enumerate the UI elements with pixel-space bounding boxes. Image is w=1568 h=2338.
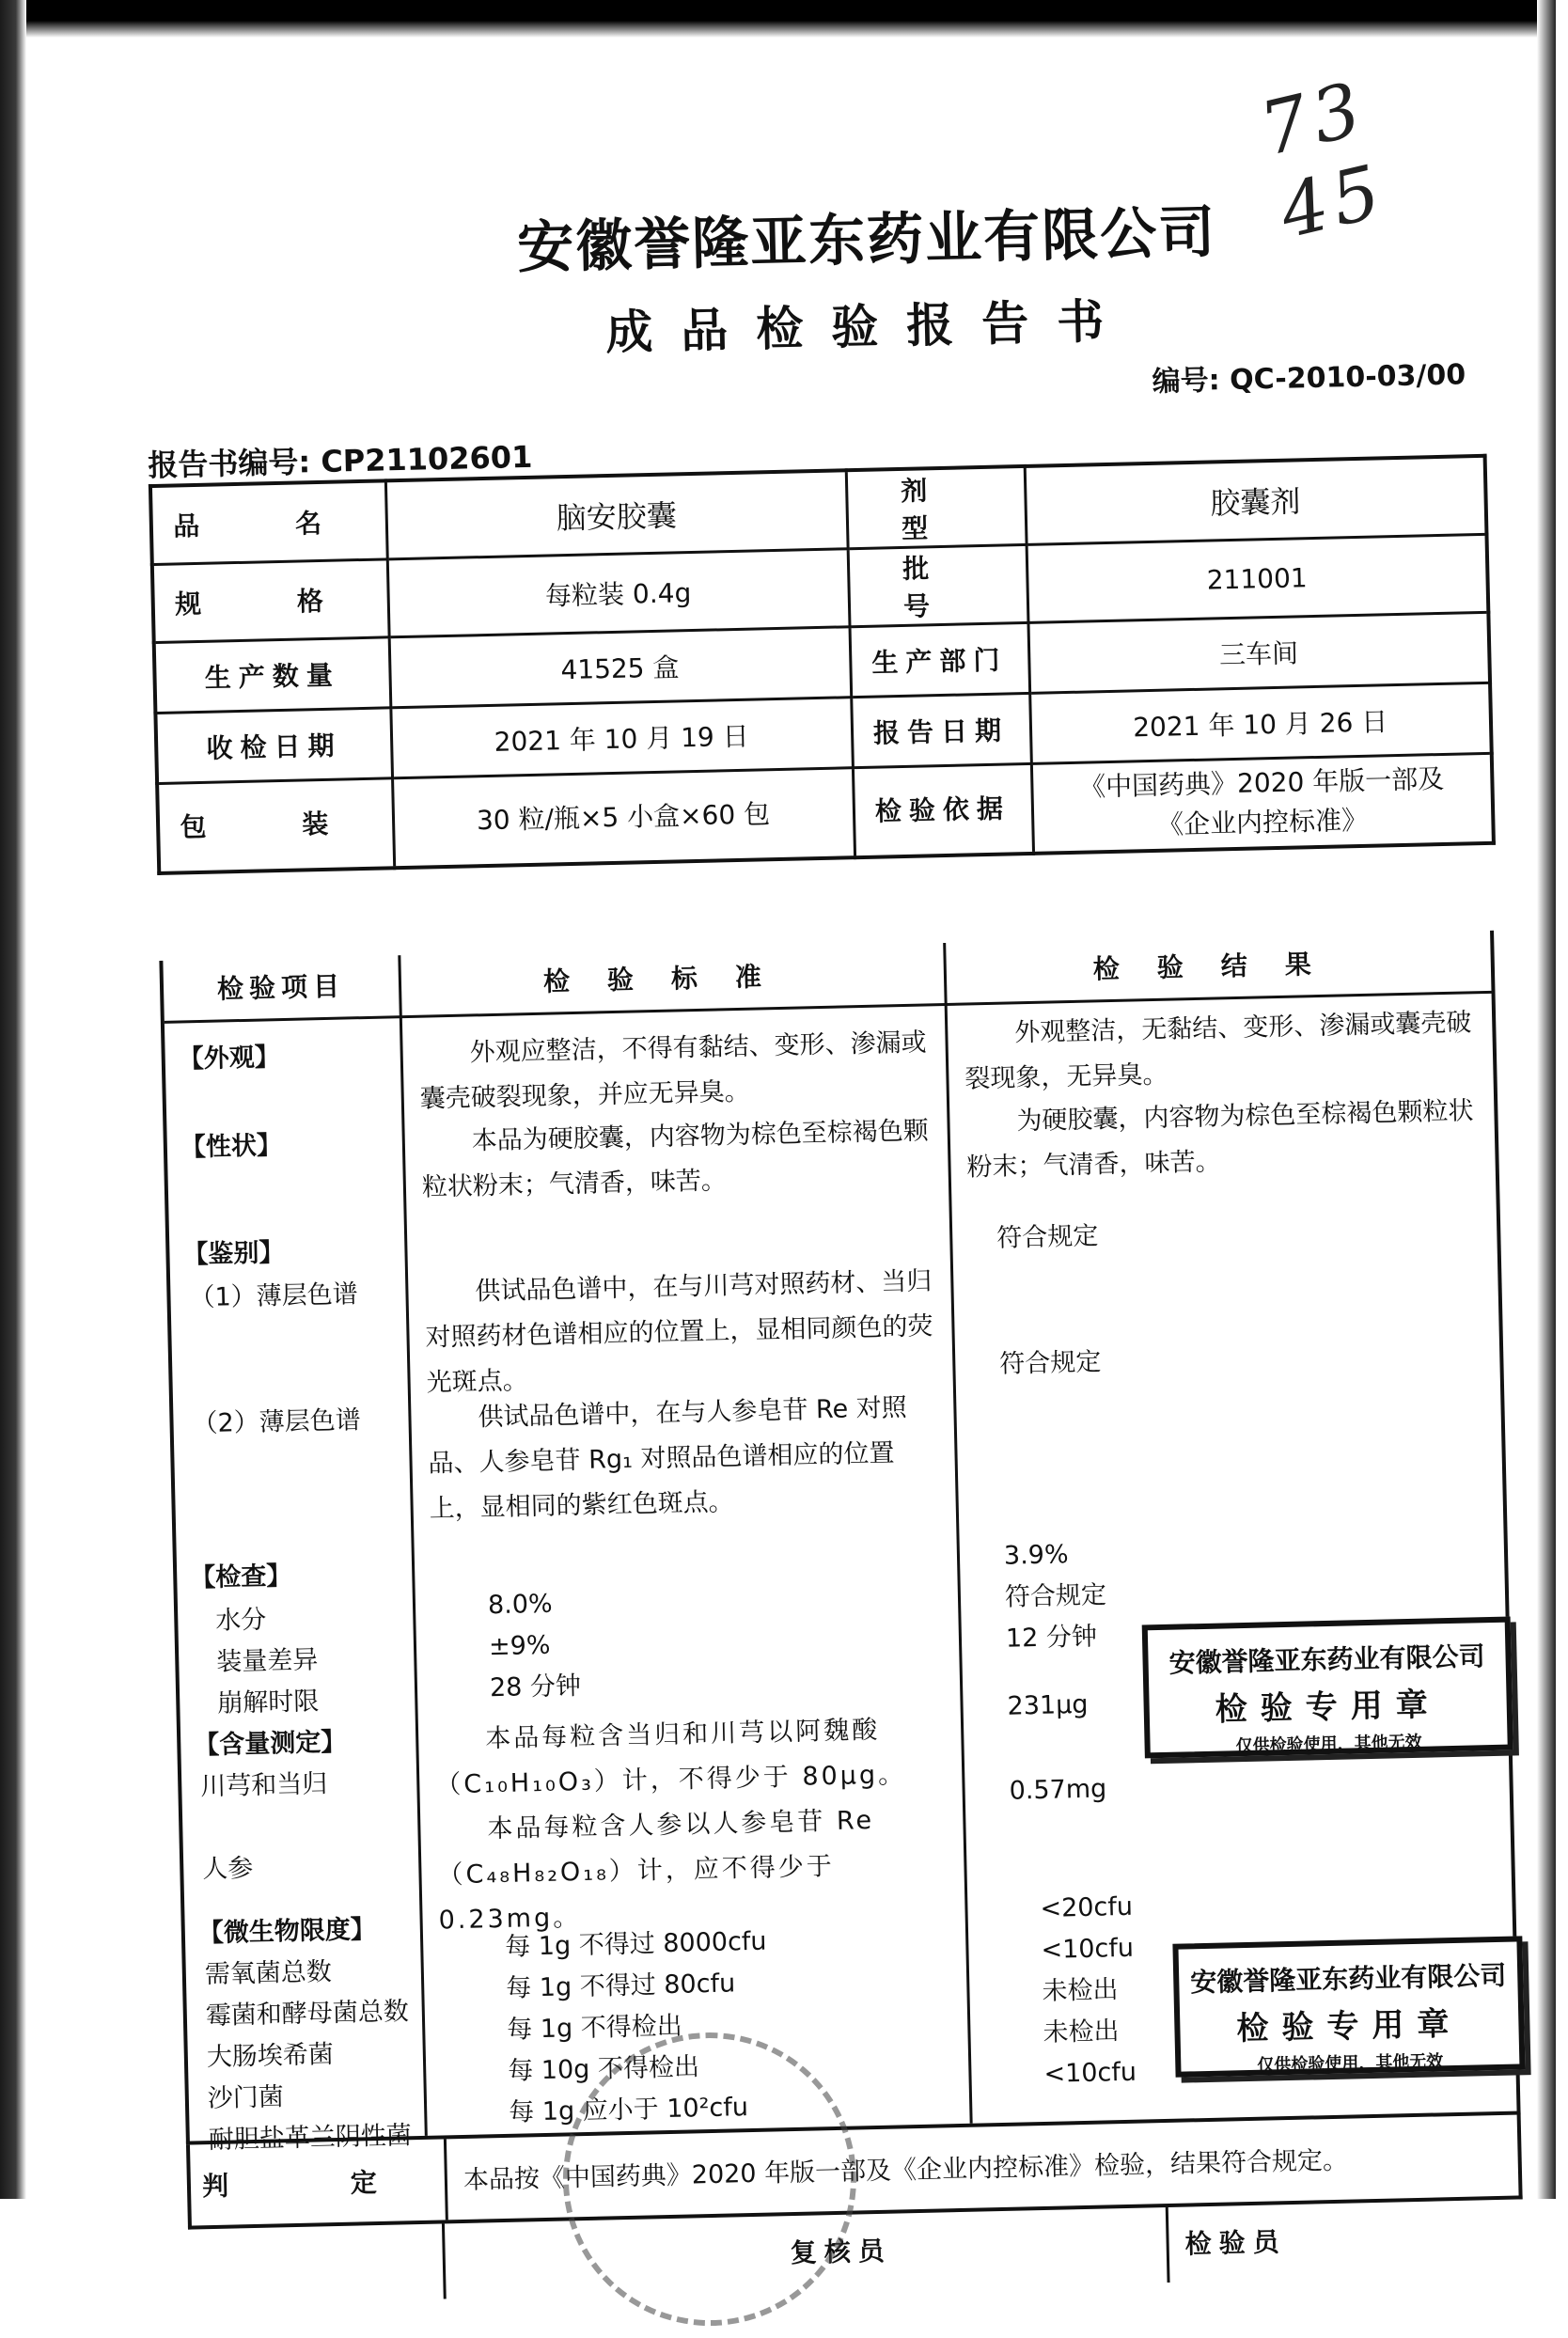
- spec: 每粒装 0.4g: [387, 549, 850, 637]
- tlc2-standard: 供试品色谱中，在与人参皂苷 Re 对照品、人参皂苷 Rg₁ 对照品色谱相应的位置上，显相同的紫红色斑点。: [428, 1393, 908, 1524]
- inspection-stamp-2: [1172, 1936, 1525, 2077]
- receive-date: 2021 年 10 月 19 日: [390, 698, 853, 778]
- product-info-table: [149, 454, 1496, 875]
- microbe5-result: <10cfu: [1043, 2057, 1137, 2089]
- microbe2-label: 霉菌和酵母菌总数: [205, 1997, 410, 2032]
- conclusion-text: 本品按《中国药典》2020 年版一部及《企业内控标准》检验，结果符合规定。: [463, 2145, 1349, 2195]
- reviewer-label: 复核员: [790, 2235, 893, 2269]
- appearance-standard: 外观应整洁，不得有黏结、变形、渗漏或囊壳破裂现象，并应无异臭。: [419, 1028, 927, 1114]
- quantity-label: 生产数量: [154, 637, 391, 714]
- moisture-standard: 8.0%: [487, 1589, 553, 1621]
- col-standard-header: 检验标准: [542, 960, 800, 997]
- microbe5-standard: 每 1g 应小于 10²cfu: [508, 2093, 749, 2127]
- sign-divider-2: [1166, 2207, 1170, 2283]
- product-name: 脑安胶囊: [385, 470, 848, 559]
- conclusion-label: 判 定: [201, 2165, 434, 2203]
- stamp1-note: 仅供检验使用，其他无效: [1235, 1732, 1422, 1757]
- product-name-label: 品 名: [150, 480, 387, 564]
- character-result: 为硬胶囊，内容物为棕色至棕褐色颗粒状粉末；气清香，味苦。: [966, 1096, 1474, 1183]
- assay2-label: 人参: [201, 1853, 254, 1885]
- report-number: 报告书编号: CP21102601: [148, 438, 533, 484]
- character-standard: 本品为硬胶囊，内容物为棕色至棕褐色颗粒状粉末；气清香，味苦。: [421, 1116, 930, 1202]
- stamp2-title: 检验专用章: [1236, 2004, 1463, 2048]
- stamp1-company: 安徽誉隆亚东药业有限公司: [1168, 1640, 1485, 1679]
- col-item-header: 检验项目: [216, 970, 346, 1005]
- microbe2-standard: 每 1g 不得过 80cfu: [505, 1969, 736, 2003]
- handwritten-mark: 73 45: [1252, 66, 1394, 256]
- disintegration-result: 12 分钟: [1005, 1622, 1098, 1654]
- receive-date-label: 收检日期: [155, 708, 392, 784]
- microbe4-label: 沙门菌: [207, 2082, 285, 2114]
- packaging: 30 粒/瓶×5 小盒×60 包: [392, 768, 855, 869]
- scan-border-top: [0, 0, 1556, 38]
- appearance-result: 外观整洁，无黏结、变形、渗漏或囊壳破裂现象，无异臭。: [964, 1008, 1472, 1094]
- tlc2-label: （2）薄层色谱: [192, 1405, 362, 1439]
- moisture-label: 水分: [214, 1605, 267, 1636]
- microbe1-standard: 每 1g 不得过 8000cfu: [504, 1926, 767, 1962]
- fill-variation-label: 装量差异: [215, 1645, 319, 1677]
- assay2-result: 0.57mg: [1009, 1774, 1107, 1806]
- microbe1-label: 需氧菌总数: [204, 1957, 333, 1990]
- report-date-label: 报告日期: [851, 693, 1031, 767]
- moisture-result: 3.9%: [1003, 1540, 1069, 1571]
- dosage-form: 胶囊剂: [1025, 456, 1487, 545]
- tlc1-label: （1）薄层色谱: [189, 1279, 359, 1313]
- identification-label: 【鉴别】: [182, 1238, 285, 1270]
- col-result-header: 检验结果: [1092, 948, 1350, 985]
- department: 三车间: [1027, 612, 1490, 693]
- inspection-stamp-1: [1142, 1617, 1513, 1759]
- microbe4-standard: 每 10g 不得检出: [507, 2052, 700, 2086]
- stamp2-company: 安徽誉隆亚东药业有限公司: [1189, 1959, 1507, 1999]
- company-name: 安徽誉隆亚东药业有限公司: [516, 199, 1217, 282]
- scan-border-left: [0, 0, 26, 2199]
- assay1-standard: 本品每粒含当归和川芎以阿魏酸（C₁₀H₁₀O₃）计，不得少于 80μg。: [435, 1715, 907, 1800]
- microbe3-label: 大肠埃希菌: [206, 2040, 335, 2073]
- microbe5-label: 耐胆盐革兰阴性菌: [208, 2121, 413, 2156]
- fill-variation-result: 符合规定: [1004, 1580, 1107, 1612]
- tlc1-standard: 供试品色谱中，在与川芎对照药材、当归对照药材色谱相应的位置上，显相同颜色的荧光斑点。: [425, 1266, 933, 1398]
- microbe3-result: 未检出: [1042, 1975, 1119, 2006]
- microbe3-standard: 每 1g 不得检出: [506, 2011, 683, 2045]
- results-table: [159, 931, 1520, 2156]
- microbe1-result: <20cfu: [1040, 1891, 1134, 1923]
- assay-label: 【含量测定】: [193, 1727, 347, 1761]
- sign-divider-1: [442, 2223, 447, 2299]
- inspection-basis: 《中国药典》2020 年版一部及《企业内控标准》: [1031, 753, 1494, 854]
- character-label: 【性状】: [180, 1131, 283, 1163]
- tlc1-result: 符合规定: [996, 1221, 1099, 1253]
- batch-number: 211001: [1027, 534, 1489, 622]
- stamp1-title: 检验专用章: [1215, 1686, 1442, 1729]
- assay1-result: 231μg: [1007, 1689, 1089, 1721]
- dosage-form-label: 剂 型: [846, 466, 1027, 549]
- assay1-label: 川芎和当归: [199, 1769, 328, 1802]
- stamp2-note: 仅供检验使用，其他无效: [1257, 2051, 1444, 2076]
- microbe2-result: <10cfu: [1041, 1933, 1135, 1965]
- check-label: 【检查】: [189, 1561, 292, 1593]
- disintegration-label: 崩解时限: [216, 1687, 320, 1718]
- document-title: 成品检验报告书: [604, 293, 1133, 361]
- appearance-label: 【外观】: [178, 1043, 281, 1075]
- report-sheet: [111, 39, 1551, 2269]
- batch-label: 批 号: [848, 544, 1028, 626]
- report-date: 2021 年 10 月 26 日: [1029, 683, 1492, 763]
- spec-label: 规 格: [152, 559, 389, 643]
- form-code: 编号: QC-2010-03/00: [1152, 358, 1466, 399]
- disintegration-standard: 28 分钟: [489, 1671, 582, 1703]
- packaging-label: 包 装: [157, 778, 394, 873]
- fill-variation-standard: ±9%: [488, 1630, 551, 1662]
- assay2-standard: 本品每粒含人参以人参皂苷 Re（C₄₈H₈₂O₁₈）计，应不得少于 0.23mg。: [437, 1805, 875, 1936]
- inspector-label: 检验员: [1184, 2226, 1288, 2260]
- microbe4-result: 未检出: [1043, 2016, 1120, 2048]
- tlc2-result: 符合规定: [999, 1347, 1102, 1379]
- basis-label: 检验依据: [853, 763, 1033, 857]
- department-label: 生产部门: [850, 622, 1030, 697]
- microbial-label: 【微生物限度】: [197, 1915, 377, 1949]
- quantity: 41525 盒: [389, 627, 852, 708]
